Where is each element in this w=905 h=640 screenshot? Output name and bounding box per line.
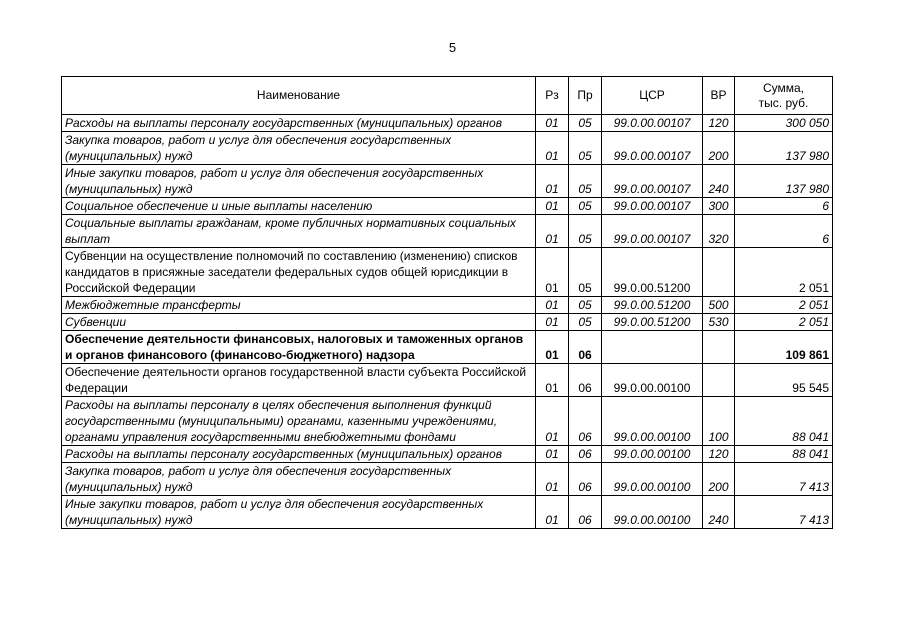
cell-pr: 05 — [569, 198, 602, 215]
cell-pr: 05 — [569, 297, 602, 314]
table-row — [62, 446, 833, 463]
cell-sum: 6 — [735, 198, 833, 215]
cell-csr: 99.0.00.00100 — [602, 364, 703, 397]
cell-rz: 01 — [536, 364, 569, 397]
header-pr: Пр — [569, 77, 602, 115]
cell-sum: 88 041 — [735, 397, 833, 446]
header-name: Наименование — [62, 77, 536, 115]
cell-pr: 05 — [569, 215, 602, 248]
header-sum-line1: Сумма, — [762, 80, 805, 95]
cell-csr: 99.0.00.51200 — [602, 248, 703, 297]
cell-rz: 01 — [536, 463, 569, 496]
cell-sum: 7 413 — [735, 463, 833, 496]
header-rz: Рз — [536, 77, 569, 115]
cell-csr: 99.0.00.00107 — [602, 198, 703, 215]
cell-name: Расходы на выплаты персоналу в целях обеспечения выполнения функций государственными (муниципальными) органами, казенными учреждениями, органами управления государственными внебюджетными фондами — [62, 397, 536, 446]
cell-csr: 99.0.00.51200 — [602, 314, 703, 331]
cell-rz: 01 — [536, 165, 569, 198]
cell-sum: 109 861 — [735, 331, 833, 364]
cell-name: Иные закупки товаров, работ и услуг для обеспечения государственных (муниципальных) нужд — [62, 165, 536, 198]
cell-vr — [703, 364, 735, 397]
cell-pr: 06 — [569, 364, 602, 397]
cell-pr: 06 — [569, 496, 602, 529]
table-row — [62, 331, 833, 364]
cell-vr: 200 — [703, 132, 735, 165]
cell-name: Иные закупки товаров, работ и услуг для обеспечения государственных (муниципальных) нужд — [62, 496, 536, 529]
cell-name: Закупка товаров, работ и услуг для обеспечения государственных (муниципальных) нужд — [62, 132, 536, 165]
cell-name: Субвенции — [62, 314, 536, 331]
cell-name: Обеспечение деятельности финансовых, налоговых и таможенных органов и органов финансового (финансово-бюджетного) надзора — [62, 331, 536, 364]
table-row — [62, 314, 833, 331]
table-row — [62, 463, 833, 496]
cell-rz: 01 — [536, 198, 569, 215]
cell-name: Обеспечение деятельности органов государственной власти субъекта Российской Федерации — [62, 364, 536, 397]
cell-vr: 100 — [703, 397, 735, 446]
cell-rz: 01 — [536, 132, 569, 165]
table-row — [62, 248, 833, 297]
cell-rz: 01 — [536, 297, 569, 314]
table-row — [62, 115, 833, 132]
cell-rz: 01 — [536, 314, 569, 331]
cell-pr: 06 — [569, 331, 602, 364]
cell-name: Расходы на выплаты персоналу государственных (муниципальных) органов — [62, 115, 536, 132]
header-sum — [735, 77, 833, 115]
cell-vr: 120 — [703, 446, 735, 463]
cell-vr: 530 — [703, 314, 735, 331]
cell-rz: 01 — [536, 496, 569, 529]
header-csr: ЦСР — [602, 77, 703, 115]
cell-name: Субвенции на осуществление полномочий по составлению (изменению) списков кандидатов в присяжные заседатели федеральных судов общей юрисдикции в Российской Федерации — [62, 248, 536, 297]
table-row — [62, 297, 833, 314]
cell-csr: 99.0.00.00100 — [602, 463, 703, 496]
cell-vr: 500 — [703, 297, 735, 314]
cell-pr: 05 — [569, 165, 602, 198]
cell-vr — [703, 331, 735, 364]
budget-table — [61, 76, 833, 529]
cell-sum: 6 — [735, 215, 833, 248]
table-row — [62, 165, 833, 198]
cell-vr: 320 — [703, 215, 735, 248]
cell-name: Межбюджетные трансферты — [62, 297, 536, 314]
table-row — [62, 198, 833, 215]
table-row — [62, 496, 833, 529]
cell-vr — [703, 248, 735, 297]
header-sum-line2: тыс. руб. — [758, 95, 809, 110]
cell-rz: 01 — [536, 331, 569, 364]
cell-sum: 137 980 — [735, 165, 833, 198]
cell-name: Расходы на выплаты персоналу государственных (муниципальных) органов — [62, 446, 536, 463]
cell-csr: 99.0.00.51200 — [602, 297, 703, 314]
cell-csr: 99.0.00.00107 — [602, 215, 703, 248]
table-row — [62, 364, 833, 397]
cell-vr: 300 — [703, 198, 735, 215]
cell-name: Социальное обеспечение и иные выплаты населению — [62, 198, 536, 215]
table-row — [62, 132, 833, 165]
cell-pr: 06 — [569, 446, 602, 463]
cell-pr: 06 — [569, 397, 602, 446]
cell-vr: 200 — [703, 463, 735, 496]
cell-vr: 240 — [703, 496, 735, 529]
cell-pr: 05 — [569, 248, 602, 297]
table-row — [62, 397, 833, 446]
cell-rz: 01 — [536, 446, 569, 463]
cell-name: Социальные выплаты гражданам, кроме публичных нормативных социальных выплат — [62, 215, 536, 248]
cell-pr: 05 — [569, 115, 602, 132]
table-row — [62, 215, 833, 248]
cell-csr: 99.0.00.00100 — [602, 446, 703, 463]
cell-csr — [602, 331, 703, 364]
header-vr: ВР — [703, 77, 735, 115]
table-header-row — [62, 77, 833, 115]
cell-sum: 2 051 — [735, 314, 833, 331]
cell-rz: 01 — [536, 248, 569, 297]
cell-csr: 99.0.00.00100 — [602, 397, 703, 446]
table-body — [62, 115, 833, 529]
cell-rz: 01 — [536, 115, 569, 132]
cell-sum: 88 041 — [735, 446, 833, 463]
cell-pr: 05 — [569, 314, 602, 331]
cell-csr: 99.0.00.00107 — [602, 132, 703, 165]
cell-sum: 2 051 — [735, 248, 833, 297]
cell-sum: 7 413 — [735, 496, 833, 529]
cell-csr: 99.0.00.00107 — [602, 165, 703, 198]
cell-sum: 2 051 — [735, 297, 833, 314]
cell-sum: 137 980 — [735, 132, 833, 165]
cell-rz: 01 — [536, 215, 569, 248]
cell-csr: 99.0.00.00107 — [602, 115, 703, 132]
cell-rz: 01 — [536, 397, 569, 446]
cell-pr: 05 — [569, 132, 602, 165]
cell-name: Закупка товаров, работ и услуг для обеспечения государственных (муниципальных) нужд — [62, 463, 536, 496]
cell-csr: 99.0.00.00100 — [602, 496, 703, 529]
cell-vr: 120 — [703, 115, 735, 132]
cell-vr: 240 — [703, 165, 735, 198]
cell-pr: 06 — [569, 463, 602, 496]
cell-sum: 300 050 — [735, 115, 833, 132]
cell-sum: 95 545 — [735, 364, 833, 397]
page-number: 5 — [448, 40, 457, 55]
